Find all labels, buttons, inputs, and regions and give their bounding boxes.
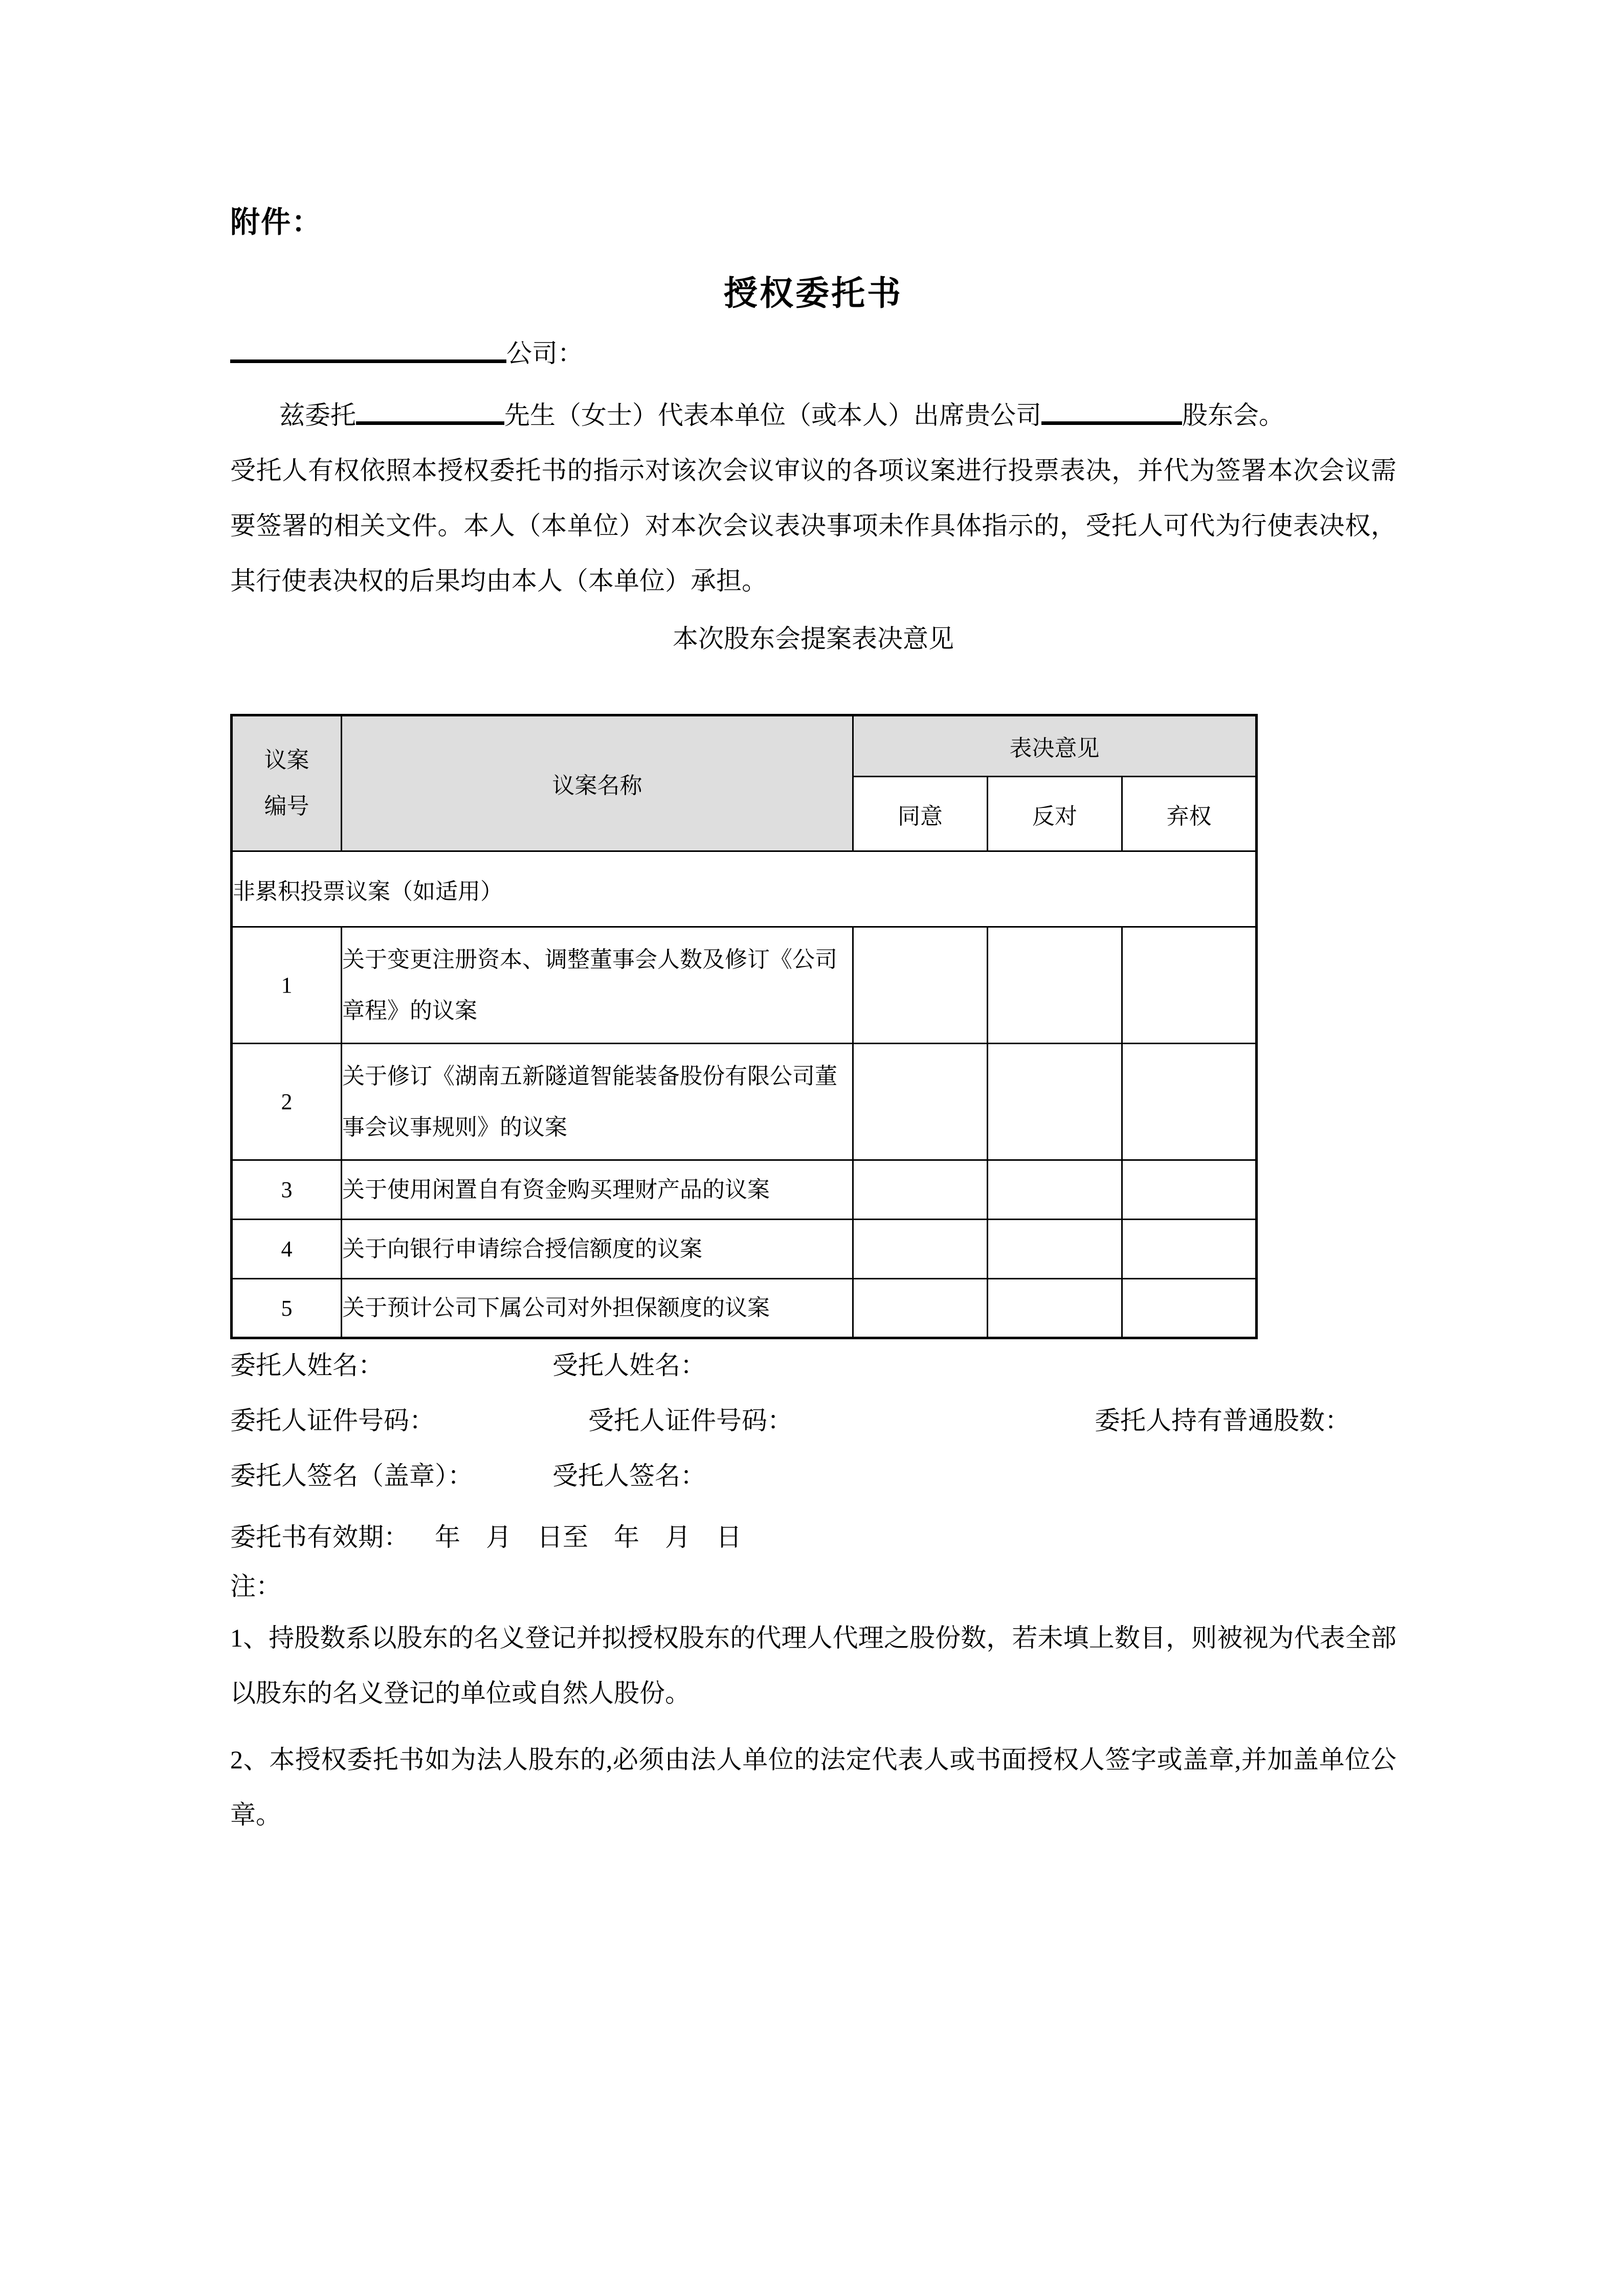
attachment-label: 附件： [230,206,323,239]
proxy-name-blank[interactable] [356,421,504,425]
vote-cell-against[interactable] [988,927,1122,1044]
meeting-session-blank[interactable] [1041,421,1182,425]
principal-id-label: 委托人证件号码： [230,1406,435,1435]
row-proposal-name: 关于修订《湖南五新隧道智能装备股份有限公司董事会议事规则》的议案 [342,1044,853,1160]
proxy-id-label: 受托人证件号码： [588,1406,793,1435]
signature-row-names [230,1353,1396,1408]
column-header-abstain: 弃权 [1122,777,1257,851]
proposal-no-line1: 议案 [264,748,309,773]
row-proposal-name: 关于使用闲置自有资金购买理财产品的议案 [342,1160,853,1220]
proposals-table-wrap [230,714,1396,1339]
row-proposal-name: 关于向银行申请综合授信额度的议案 [342,1220,853,1279]
proxy-name-label: 受托人姓名： [552,1351,706,1380]
note-item-2: 2、本授权委托书如为法人股东的,必须由法人单位的法定代表人或书面授权人签字或盖章,并加盖单位公章。 [230,1745,1396,1829]
company-name-blank[interactable] [230,359,506,363]
table-row [232,927,1257,1044]
vote-cell-abstain[interactable] [1122,1220,1257,1279]
row-number: 2 [232,1044,342,1160]
vote-cell-agree[interactable] [853,927,988,1044]
validity-period-line: 委托书有效期： 年 月 日至 年 月 日 [230,1523,742,1551]
proposals-table-body [232,851,1257,1338]
proxy-signature-label: 受托人签名： [552,1461,706,1490]
table-header-row-1 [232,715,1257,777]
notes-label: 注： [230,1572,281,1601]
column-header-proposal-name: 议案名称 [342,715,853,851]
vote-cell-abstain[interactable] [1122,1279,1257,1338]
vote-cell-agree[interactable] [853,1044,988,1160]
company-suffix-text: 公司： [506,339,583,368]
principal-shares-label: 委托人持有普通股数： [1095,1406,1350,1435]
body-paragraph: 受托人有权依照本授权委托书的指示对该次会议审议的各项议案进行投票表决，并代为签署本次会议需要签署的相关文件。本人（本单位）对本次会议表决事项未作具体指示的，受托人可代为行使表决权，其行使表决权的后果均由本人（本单位）承担。 [230,456,1396,595]
table-row [232,1279,1257,1338]
row-number: 5 [232,1279,342,1338]
column-header-agree: 同意 [853,777,988,851]
document-content [230,0,1396,1842]
principal-signature-label: 委托人签名（盖章）： [230,1461,473,1490]
vote-cell-against[interactable] [988,1279,1122,1338]
group-row-label: 非累积投票议案（如适用） [232,851,1257,927]
table-group-row [232,851,1257,927]
intro-prefix-text: 兹委托 [279,401,356,430]
principal-name-label: 委托人姓名： [230,1351,384,1380]
vote-cell-agree[interactable] [853,1160,988,1220]
table-row [232,1220,1257,1279]
row-number: 3 [232,1160,342,1220]
proposals-table [230,714,1258,1339]
vote-cell-abstain[interactable] [1122,1160,1257,1220]
signature-row-ids [230,1408,1396,1463]
row-number: 4 [232,1220,342,1279]
column-header-against: 反对 [988,777,1122,851]
vote-cell-abstain[interactable] [1122,1044,1257,1160]
vote-cell-against[interactable] [988,1044,1122,1160]
table-row [232,1160,1257,1220]
table-row [232,1044,1257,1160]
signature-row-signatures [230,1463,1396,1518]
voting-opinion-subheading: 本次股东会提案表决意见 [673,624,954,653]
page-title: 授权委托书 [724,275,903,312]
proposal-no-line2: 编号 [264,794,309,819]
vote-cell-agree[interactable] [853,1220,988,1279]
salutation-line [230,341,1396,366]
vote-cell-against[interactable] [988,1160,1122,1220]
intro-suffix-text: 股东会。 [1182,401,1284,430]
column-header-voting-opinion: 表决意见 [853,715,1257,777]
note-item-1: 1、持股数系以股东的名义登记并拟授权股东的代理人代理之股份数，若未填上数目，则被视为代表全部以股东的名义登记的单位或自然人股份。 [230,1624,1396,1707]
row-number: 1 [232,927,342,1044]
vote-cell-agree[interactable] [853,1279,988,1338]
row-proposal-name: 关于预计公司下属公司对外担保额度的议案 [342,1279,853,1338]
row-proposal-name: 关于变更注册资本、调整董事会人数及修订《公司章程》的议案 [342,927,853,1044]
column-header-proposal-no [232,715,342,851]
intro-line [230,388,1396,443]
vote-cell-against[interactable] [988,1220,1122,1279]
signature-fields-block [230,1353,1396,1550]
intro-middle-text: 先生（女士）代表本单位（或本人）出席贵公司 [504,401,1041,430]
vote-cell-abstain[interactable] [1122,927,1257,1044]
